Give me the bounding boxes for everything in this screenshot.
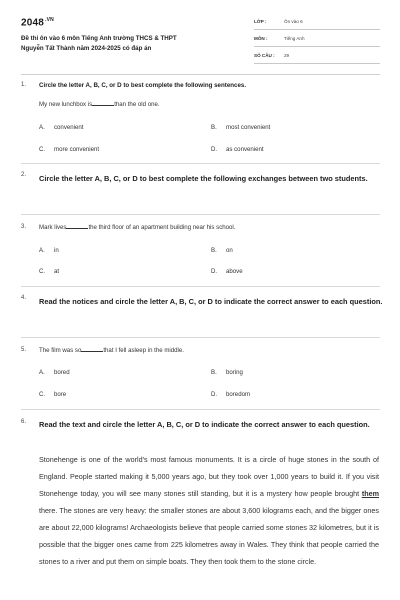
meta-value: 29: [284, 53, 290, 58]
option-letter: D.: [211, 268, 218, 275]
option-text: boredom: [226, 391, 251, 398]
meta-row-subject: [254, 33, 380, 47]
option-a[interactable]: [39, 247, 59, 254]
document-title: [21, 34, 241, 53]
question-number: 5.: [21, 347, 27, 353]
stem-after: that I fell asleep in the middle.: [103, 347, 184, 354]
meta-value: Ôn vào 6: [284, 19, 303, 24]
option-letter: B.: [211, 369, 217, 376]
option-d[interactable]: [211, 268, 243, 275]
option-c[interactable]: [39, 268, 59, 275]
option-letter: D.: [211, 391, 218, 398]
option-d[interactable]: [211, 391, 250, 398]
logo-suffix: .VN: [45, 17, 54, 23]
option-text: bored: [54, 369, 70, 376]
option-text: in: [54, 247, 59, 254]
meta-row-count: [254, 50, 380, 64]
question-number: 3.: [21, 224, 27, 230]
passage-text: there. The stones are very heavy: the smaller stones are about 3,600 kilograms each, and the bigger ones are about 22,000 kilograms! Archaeologists believe that people carried some stones 32 kilometres, but it is possible that the bigger ones came from 225 kilometres away in Wales. They think that people carried the stones to a river and put them on simple boats. They then took them to the stone circle.: [39, 506, 379, 566]
page-header: [0, 0, 400, 78]
stem-after: the third floor of an apartment building near his school.: [88, 224, 236, 231]
question-divider: [21, 214, 380, 215]
option-text: most convenient: [226, 124, 271, 131]
option-letter: A.: [39, 369, 45, 376]
option-letter: C.: [39, 391, 46, 398]
title-line-2: Nguyễn Tất Thành năm 2024-2025 có đáp án: [21, 44, 152, 52]
title-line-1: Đề thi ôn vào 6 môn Tiếng Anh trường THCS & THPT: [21, 35, 177, 42]
option-b[interactable]: [211, 369, 243, 376]
answer-blank: [66, 224, 88, 229]
option-c[interactable]: [39, 146, 99, 153]
site-logo[interactable]: [21, 17, 54, 28]
meta-label: MÔN :: [254, 36, 268, 41]
question-number: 6.: [21, 419, 27, 425]
option-letter: D.: [211, 146, 218, 153]
question-instruction: Circle the letter A, B, C, or D to best complete the following exchanges between two students.: [39, 174, 368, 183]
question-divider: [21, 163, 380, 164]
option-letter: C.: [39, 268, 46, 275]
stem-after: than the old one.: [114, 101, 160, 108]
option-letter: A.: [39, 124, 45, 131]
option-letter: B.: [211, 124, 217, 131]
meta-row-class: [254, 16, 380, 30]
question-stem: [39, 224, 235, 231]
option-text: at: [54, 268, 60, 275]
option-text: convenient: [54, 124, 84, 131]
question-stem: [39, 347, 184, 354]
stem-before: My new lunchbox is: [39, 101, 93, 108]
meta-value: Tiếng Anh: [284, 36, 305, 41]
question-divider: [21, 286, 380, 287]
meta-label: LỚP :: [254, 19, 267, 24]
question-number: 2.: [21, 172, 27, 178]
passage-text: Stonehenge is one of the world's most famous monuments. It is a circle of huge stones in the south of England. People started making it 5,000 years ago, but they took over 1,000 years to build it. If you visit Stonehenge today, you will see many stones still standing, but it is a mystery how people brought: [39, 455, 379, 498]
reading-passage: [39, 451, 379, 570]
option-d[interactable]: [211, 146, 264, 153]
option-a[interactable]: [39, 124, 83, 131]
option-letter: A.: [39, 247, 45, 254]
option-b[interactable]: [211, 124, 270, 131]
header-divider: [21, 74, 380, 75]
question-instruction: Circle the letter A, B, C, or D to best complete the following sentences.: [39, 82, 247, 89]
stem-before: The film was so: [39, 347, 82, 354]
question-number: 4.: [21, 295, 27, 301]
option-text: more convenient: [54, 146, 100, 153]
answer-blank: [92, 101, 114, 106]
option-text: bore: [54, 391, 67, 398]
question-number: 1.: [21, 82, 27, 88]
question-stem: [39, 101, 160, 108]
logo-text: 2048: [21, 17, 45, 29]
option-letter: C.: [39, 146, 46, 153]
exam-meta: [254, 16, 380, 67]
passage-emphasis: them: [361, 489, 379, 498]
option-b[interactable]: [211, 247, 233, 254]
answer-blank: [81, 347, 103, 352]
option-text: boring: [226, 369, 243, 376]
option-text: above: [226, 268, 243, 275]
question-divider: [21, 337, 380, 338]
question-instruction: Read the text and circle the letter A, B, C, or D to indicate the correct answer to each question.: [39, 420, 370, 429]
option-c[interactable]: [39, 391, 66, 398]
question-divider: [21, 409, 380, 410]
option-text: as convenient: [226, 146, 264, 153]
stem-before: Mark lives: [39, 224, 67, 231]
option-text: on: [226, 247, 233, 254]
meta-label: SỐ CÂU :: [254, 53, 275, 58]
question-instruction: Read the notices and circle the letter A, B, C, or D to indicate the correct answer to each question.: [39, 297, 383, 306]
option-a[interactable]: [39, 369, 70, 376]
option-letter: B.: [211, 247, 217, 254]
